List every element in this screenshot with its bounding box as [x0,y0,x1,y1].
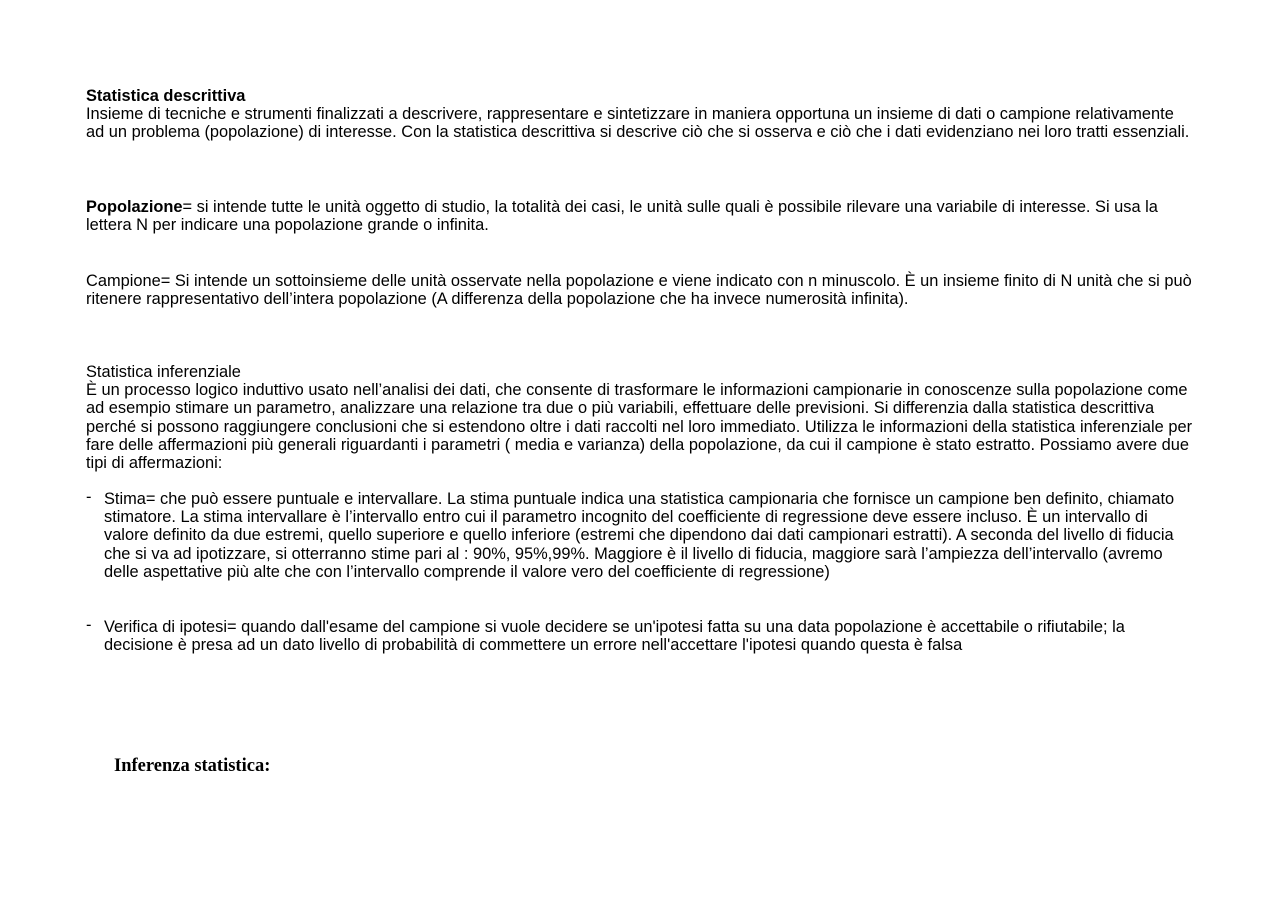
section-title-inferenziale: Statistica inferenziale [86,363,241,381]
list-item-verifica [86,618,1196,654]
heading-inferenza-statistica: Inferenza statistica: [114,756,271,776]
section-title-descrittiva: Statistica descrittiva [86,87,246,105]
list-text-verifica: Verifica di ipotesi= quando dall'esame del campione si vuole decidere se un'ipotesi fatta su una data popolazione è accettabile o rifiutabile; la decisione è presa ad un dato livello di probabilità di commettere un errore nell'accettare l'ipotesi quando questa è falsa [104,618,1125,655]
dash-bullet-icon: - [86,488,92,506]
section-campione [86,272,1196,308]
paragraph-campione: Campione= Si intende un sottoinsieme delle unità osservate nella popolazione e viene indicato con n minuscolo. È un insieme finito di N unità che si può ritenere rappresentativo dell’intera popolazione (A differenza della popolazione che ha invece numerosità infinita). [86,272,1192,309]
list-item [86,618,1196,654]
list-text-stima: Stima= che può essere puntuale e intervallare. La stima puntuale indica una statistica campionaria che fornisce un campione ben definito, chiamato stimatore. La stima intervallare è l’intervallo entro cui il parametro incognito del coefficiente di regressione deve essere incluso. È un intervallo di valore definito da due estremi, quello superiore e quello inferiore (estremi che dipendono dai dati campionari estratti). A seconda del livello di fiducia che si va ad ipotizzare, si otterranno stime pari al : 90%, 95%,99%. Maggiore è il livello di fiducia, maggiore sarà l’ampiezza dell’intervallo (avremo delle aspettative più alte che con l’intervallo comprende il valore vero del coefficiente di regressione) [104,490,1175,581]
paragraph-inferenziale: È un processo logico induttivo usato nell’analisi dei dati, che consente di trasformare le informazioni campionarie in conoscenze sulla popolazione come ad esempio stimare un parametro, analizzare una relazione tra due o più variabili, effettuare delle previsioni. Si differenzia dalla statistica descrittiva perché si possono raggiungere conclusioni che si estendono oltre i dati raccolti nel loro immediato. Utilizza le informazioni della statistica inferenziale per fare delle affermazioni più generali riguardanti i parametri ( media e varianza) della popolazione, da cui il campione è stato estratto. Possiamo avere due tipi di affermazioni: [86,381,1193,473]
list-item [86,490,1196,581]
section-statistica-descrittiva [86,87,1196,142]
list-item-stima [86,490,1196,581]
dash-bullet-icon: - [86,616,92,634]
term-popolazione: Popolazione [86,198,183,216]
definition-popolazione: = si intende tutte le unità oggetto di studio, la totalità dei casi, le unità sulle quali è possibile rilevare una variabile di interesse. Si usa la lettera N per indicare una popolazione grande o infinita. [86,198,1158,235]
section-statistica-inferenziale [86,363,1196,472]
section-popolazione [86,198,1196,234]
paragraph-descrittiva: Insieme di tecniche e strumenti finalizzati a descrivere, rappresentare e sintetizzare in maniera opportuna un insieme di dati o campione relativamente ad un problema (popolazione) di interesse. Con la statistica descrittiva si descrive ciò che si osserva e ciò che i dati evidenziano nei loro tratti essenziali. [86,105,1190,142]
paragraph-popolazione [86,198,1196,234]
